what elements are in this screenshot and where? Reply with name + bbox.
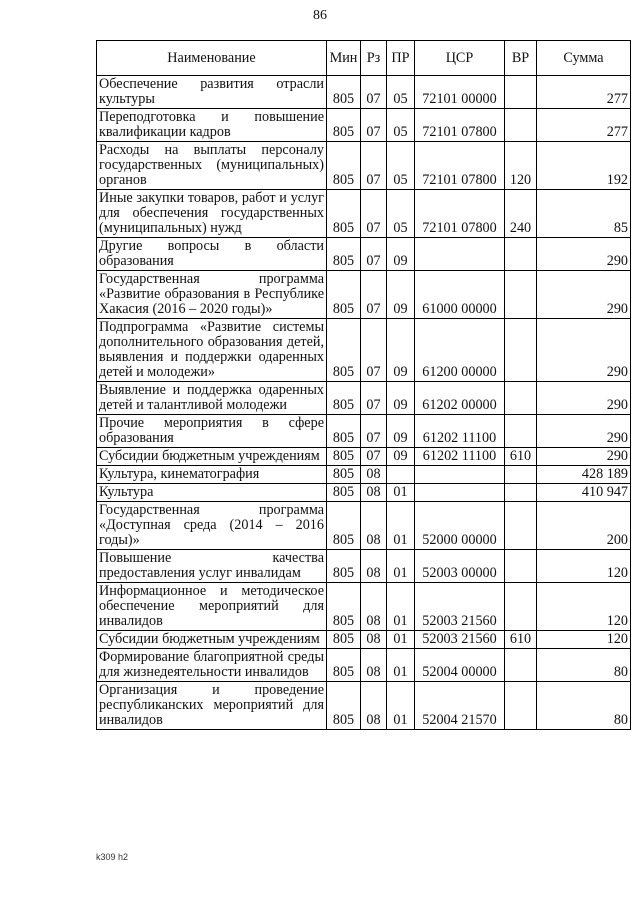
table-row [97, 109, 631, 142]
cell-pr: 09 [387, 319, 415, 382]
cell-vr [505, 502, 537, 550]
cell-sum: 200 [537, 502, 631, 550]
cell-sum: 410 947 [537, 484, 631, 502]
header-min: Мин [327, 41, 361, 76]
cell-csr: 52003 21560 [415, 583, 505, 631]
table-row [97, 415, 631, 448]
cell-sum: 120 [537, 550, 631, 583]
cell-rz: 08 [361, 682, 387, 730]
cell-rz: 07 [361, 271, 387, 319]
cell-rz: 07 [361, 142, 387, 190]
cell-pr: 01 [387, 583, 415, 631]
cell-min: 805 [327, 382, 361, 415]
cell-pr: 09 [387, 238, 415, 271]
cell-min: 805 [327, 238, 361, 271]
cell-vr [505, 415, 537, 448]
table-row [97, 448, 631, 466]
cell-name: Повышение качества предоставления услуг инвалидам [97, 550, 327, 583]
cell-name: Переподготовка и повышение квалификации кадров [97, 109, 327, 142]
cell-name: Расходы на выплаты персоналу государственных (муниципальных) органов [97, 142, 327, 190]
table-row [97, 631, 631, 649]
table-row [97, 502, 631, 550]
table-row [97, 319, 631, 382]
cell-sum: 277 [537, 76, 631, 109]
cell-sum: 290 [537, 448, 631, 466]
cell-rz: 07 [361, 109, 387, 142]
cell-pr: 09 [387, 415, 415, 448]
cell-csr: 52003 00000 [415, 550, 505, 583]
cell-csr: 52004 21570 [415, 682, 505, 730]
cell-vr: 240 [505, 190, 537, 238]
cell-vr: 610 [505, 631, 537, 649]
header-name: Наименование [97, 41, 327, 76]
cell-sum: 290 [537, 238, 631, 271]
cell-csr: 52003 21560 [415, 631, 505, 649]
table-row [97, 271, 631, 319]
cell-vr [505, 550, 537, 583]
cell-min: 805 [327, 448, 361, 466]
cell-min: 805 [327, 550, 361, 583]
table-row [97, 238, 631, 271]
cell-rz: 07 [361, 238, 387, 271]
cell-name: Культура, кинематография [97, 466, 327, 484]
cell-name: Иные закупки товаров, работ и услуг для обеспечения государственных (муниципальных) нужд [97, 190, 327, 238]
cell-name: Формирование благоприятной среды для жизнедеятельности инвалидов [97, 649, 327, 682]
cell-vr [505, 271, 537, 319]
cell-name: Субсидии бюджетным учреждениям [97, 631, 327, 649]
table-row [97, 466, 631, 484]
cell-sum: 80 [537, 649, 631, 682]
cell-csr: 61200 00000 [415, 319, 505, 382]
cell-min: 805 [327, 109, 361, 142]
cell-name: Культура [97, 484, 327, 502]
cell-pr: 09 [387, 448, 415, 466]
cell-rz: 08 [361, 466, 387, 484]
cell-sum: 120 [537, 631, 631, 649]
table-row [97, 382, 631, 415]
cell-min: 805 [327, 319, 361, 382]
cell-vr: 120 [505, 142, 537, 190]
cell-csr: 72101 07800 [415, 142, 505, 190]
cell-pr: 01 [387, 649, 415, 682]
cell-name: Другие вопросы в области образования [97, 238, 327, 271]
cell-csr: 72101 07800 [415, 109, 505, 142]
cell-vr [505, 583, 537, 631]
header-rz: Рз [361, 41, 387, 76]
cell-min: 805 [327, 484, 361, 502]
cell-rz: 07 [361, 76, 387, 109]
cell-sum: 428 189 [537, 466, 631, 484]
table-row [97, 649, 631, 682]
cell-name: Субсидии бюджетным учреждениям [97, 448, 327, 466]
cell-rz: 08 [361, 649, 387, 682]
cell-rz: 07 [361, 415, 387, 448]
cell-min: 805 [327, 682, 361, 730]
cell-min: 805 [327, 190, 361, 238]
cell-vr [505, 109, 537, 142]
cell-rz: 08 [361, 550, 387, 583]
cell-name: Подпрограмма «Развитие системы дополнительного образования детей, выявления и поддержки одаренных детей и молодежи» [97, 319, 327, 382]
cell-csr: 61202 00000 [415, 382, 505, 415]
cell-min: 805 [327, 466, 361, 484]
cell-rz: 08 [361, 631, 387, 649]
cell-pr: 05 [387, 76, 415, 109]
cell-name: Информационное и методическое обеспечение мероприятий для инвалидов [97, 583, 327, 631]
cell-csr [415, 466, 505, 484]
cell-vr [505, 682, 537, 730]
cell-vr: 610 [505, 448, 537, 466]
cell-pr: 05 [387, 142, 415, 190]
cell-sum: 290 [537, 415, 631, 448]
cell-min: 805 [327, 631, 361, 649]
cell-name: Организация и проведение республиканских мероприятий для инвалидов [97, 682, 327, 730]
cell-name: Государственная программа «Доступная среда (2014 – 2016 годы)» [97, 502, 327, 550]
cell-vr [505, 319, 537, 382]
cell-rz: 07 [361, 448, 387, 466]
cell-min: 805 [327, 271, 361, 319]
cell-csr: 52000 00000 [415, 502, 505, 550]
cell-sum: 277 [537, 109, 631, 142]
cell-pr: 01 [387, 631, 415, 649]
cell-csr [415, 238, 505, 271]
table-header-row [97, 41, 631, 76]
table-row [97, 484, 631, 502]
cell-rz: 07 [361, 190, 387, 238]
header-vr: ВР [505, 41, 537, 76]
cell-name: Прочие мероприятия в сфере образования [97, 415, 327, 448]
cell-pr: 05 [387, 109, 415, 142]
cell-vr [505, 238, 537, 271]
cell-vr [505, 649, 537, 682]
cell-pr [387, 466, 415, 484]
cell-min: 805 [327, 76, 361, 109]
table-row [97, 76, 631, 109]
cell-pr: 09 [387, 271, 415, 319]
cell-min: 805 [327, 583, 361, 631]
cell-rz: 08 [361, 583, 387, 631]
cell-min: 805 [327, 142, 361, 190]
cell-vr [505, 466, 537, 484]
table-row [97, 550, 631, 583]
table-row [97, 583, 631, 631]
table-row [97, 682, 631, 730]
cell-pr: 01 [387, 550, 415, 583]
cell-rz: 07 [361, 319, 387, 382]
cell-csr: 61202 11100 [415, 448, 505, 466]
cell-csr: 72101 00000 [415, 76, 505, 109]
cell-sum: 290 [537, 382, 631, 415]
cell-pr: 09 [387, 382, 415, 415]
table-row [97, 142, 631, 190]
page-number: 86 [313, 8, 327, 23]
cell-sum: 120 [537, 583, 631, 631]
cell-sum: 80 [537, 682, 631, 730]
cell-pr: 01 [387, 502, 415, 550]
cell-min: 805 [327, 502, 361, 550]
cell-pr: 01 [387, 484, 415, 502]
cell-sum: 85 [537, 190, 631, 238]
cell-name: Выявление и поддержка одаренных детей и талантливой молодежи [97, 382, 327, 415]
cell-csr: 72101 07800 [415, 190, 505, 238]
footer-code: k309 h2 [96, 852, 129, 862]
cell-pr: 01 [387, 682, 415, 730]
header-sum: Сумма [537, 41, 631, 76]
cell-sum: 290 [537, 271, 631, 319]
cell-vr [505, 484, 537, 502]
header-csr: ЦСР [415, 41, 505, 76]
cell-rz: 08 [361, 502, 387, 550]
cell-csr: 52004 00000 [415, 649, 505, 682]
cell-min: 805 [327, 649, 361, 682]
cell-name: Обеспечение развития отрасли культуры [97, 76, 327, 109]
header-pr: ПР [387, 41, 415, 76]
cell-csr: 61202 11100 [415, 415, 505, 448]
cell-pr: 05 [387, 190, 415, 238]
cell-rz: 08 [361, 484, 387, 502]
table-row [97, 190, 631, 238]
budget-table [96, 40, 631, 730]
cell-vr [505, 76, 537, 109]
cell-name: Государственная программа «Развитие образования в Республике Хакасия (2016 – 2020 годы)» [97, 271, 327, 319]
cell-sum: 192 [537, 142, 631, 190]
cell-sum: 290 [537, 319, 631, 382]
cell-vr [505, 382, 537, 415]
cell-csr: 61000 00000 [415, 271, 505, 319]
cell-rz: 07 [361, 382, 387, 415]
cell-min: 805 [327, 415, 361, 448]
cell-csr [415, 484, 505, 502]
